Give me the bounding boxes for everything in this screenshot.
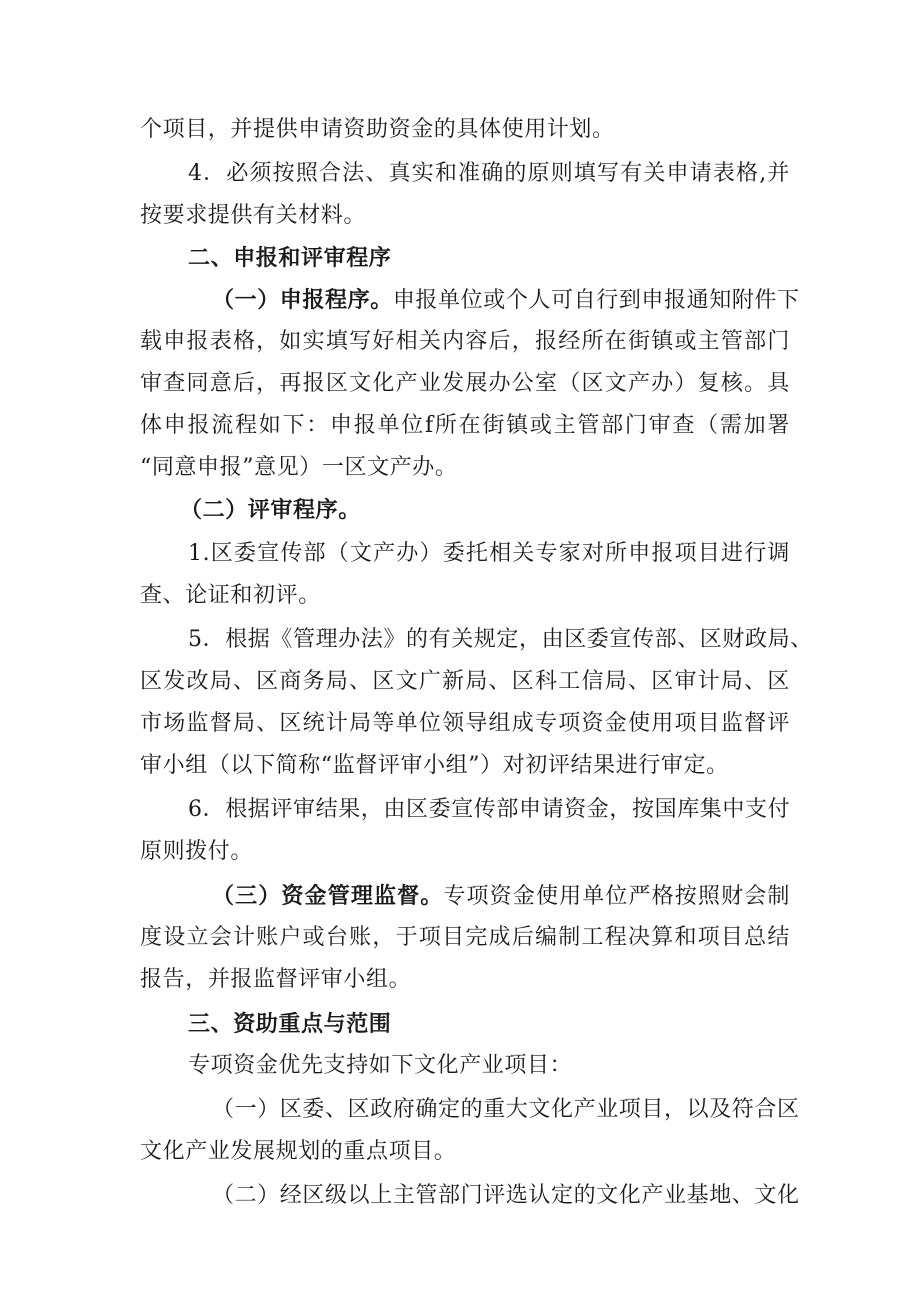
paragraph-line <box>212 286 800 315</box>
paragraph-line: 6．根据评审结果，由区委宣传部申请资金，按国库集中支付 <box>188 797 791 822</box>
paragraph-line: 审小组（以下简称“监督评审小组”）对初评结果进行审定。 <box>140 753 729 778</box>
paragraph-line: 个项目，并提供申请资助资金的具体使用计划。 <box>140 117 615 142</box>
paragraph-line <box>212 882 790 911</box>
subsection-lead: （三）资金管理监督。 <box>212 883 444 909</box>
paragraph-line: 5．根据《管理办法》的有关规定，由区委宣传部、区财政局、 <box>188 627 813 652</box>
paragraph-line: （二）经区级以上主管部门评选认定的文化产业基地、文化 <box>212 1183 800 1208</box>
paragraph-line: 专项资金优先支持如下文化产业项目： <box>188 1053 573 1078</box>
section-heading: 二、申报和评审程序 <box>188 245 392 271</box>
paragraph-line: 度设立会计账户或台账，于项目完成后编制工程决算和项目总结 <box>140 925 790 950</box>
paragraph-line: 体申报流程如下：申报单位f所在街镇或主管部门审查（需加署 <box>140 413 790 438</box>
paragraph-line: 审查同意后，再报区文化产业发展办公室（区文产办）复核。具 <box>140 371 790 396</box>
paragraph-line: 市场监督局、区统计局等单位领导组成专项资金使用项目监督评 <box>140 711 790 736</box>
paragraph-line: 区发改局、区商务局、区文广新局、区科工信局、区审计局、区 <box>140 669 790 694</box>
subsection-heading: （二）评审程序。 <box>180 497 361 523</box>
paragraph-line: 4．必须按照合法、真实和准确的原则填写有关申请表格,并 <box>188 161 790 186</box>
section-heading: 三、资助重点与范围 <box>188 1011 392 1037</box>
paragraph-text: 专项资金使用单位严格按照财会制 <box>443 884 790 909</box>
paragraph-line: 报告，并报监督评审小组。 <box>140 967 412 992</box>
paragraph-line: 文化产业发展规划的重点项目。 <box>140 1139 457 1164</box>
paragraph-line: “同意申报”意见）一区文产办。 <box>140 455 458 480</box>
paragraph-text: 申报单位或个人可自行到申报通知附件下 <box>392 288 800 313</box>
paragraph-line: 按要求提供有关材料。 <box>140 203 367 228</box>
subsection-lead: （一）申报程序。 <box>212 287 393 313</box>
paragraph-line: 查、论证和初评。 <box>140 583 321 608</box>
paragraph-line: 载申报表格，如实填写好相关内容后，报经所在街镇或主管部门 <box>140 329 790 354</box>
paragraph-line: 原则拨付。 <box>140 839 254 864</box>
paragraph-line: （一）区委、区政府确定的重大文化产业项目，以及符合区 <box>212 1097 800 1122</box>
paragraph-line: 1.区委宣传部（文产办）委托相关专家对所申报项目进行调 <box>188 541 790 566</box>
